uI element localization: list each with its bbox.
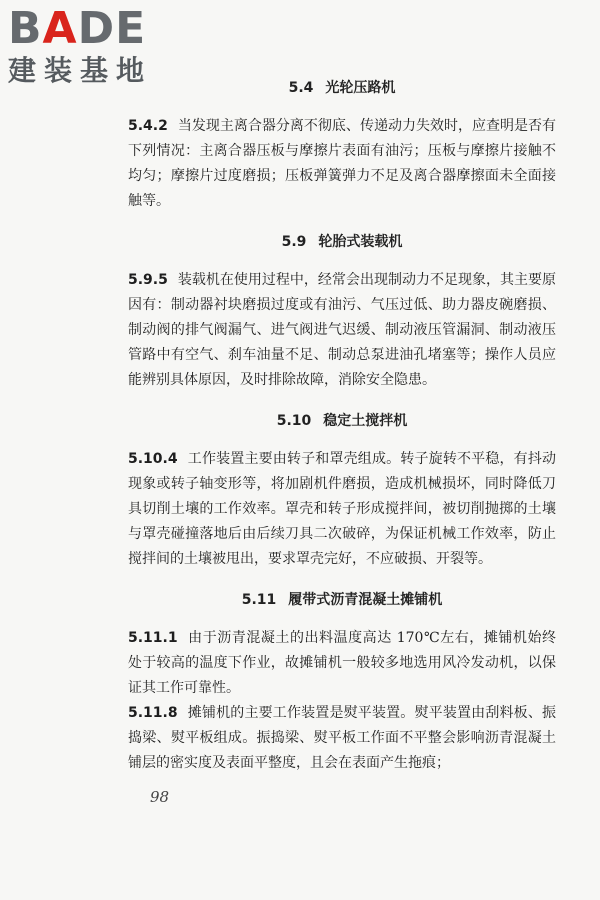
paragraph-text: 由于沥青混凝土的出料温度高达 170℃左右，摊铺机始终处于较高的温度下作业，故摊铺机一般较多地选用风冷发动机，以保证其工作可靠性。 [128,630,556,696]
page-number: 98 [150,788,170,806]
section-heading-5-10 [128,407,556,435]
paragraph-number: 5.4.2 [128,118,168,134]
section-heading-5-9 [128,228,556,256]
paragraph-number: 5.11.8 [128,705,178,721]
logo-letter-a: A [42,3,78,54]
section-title: 履带式沥青混凝土摊铺机 [288,592,443,608]
document-body [128,74,556,776]
logo-letters-de: DE [77,3,147,54]
section-heading-5-4 [128,74,556,102]
section-number: 5.9 [281,234,307,250]
paragraph-5-11-8 [128,701,556,776]
paragraph-number: 5.9.5 [128,272,168,288]
logo-subtitle: 建装基地 [8,54,153,87]
paragraph-number: 5.11.1 [128,630,178,646]
logo-wordmark [8,3,178,54]
paragraph-5-4-2 [128,114,556,214]
section-number: 5.4 [288,80,314,96]
section-title: 光轮压路机 [325,80,396,96]
section-title: 稳定土搅拌机 [323,413,408,429]
paragraph-text: 装载机在使用过程中，经常会出现制动力不足现象，其主要原因有：制动器衬块磨损过度或有油污、气压过低、助力器皮碗磨损、制动阀的排气阀漏气、进气阀进气迟缓、制动液压管漏洞、制动液压管路中有空气、刹车油量不足、制动总泵进油孔堵塞等；操作人员应能辨别具体原因，及时排除故障，消除安全隐患。 [128,272,556,388]
logo-letter-b: B [8,3,43,54]
paragraph-number: 5.10.4 [128,451,178,467]
section-heading-5-11 [128,586,556,614]
section-number: 5.10 [276,413,312,429]
paragraph-5-10-4 [128,447,556,572]
paragraph-5-9-5 [128,268,556,393]
paragraph-text: 摊铺机的主要工作装置是熨平装置。熨平装置由刮料板、振捣梁、熨平板组成。振捣梁、熨平板工作面不平整会影响沥青混凝土铺层的密实度及表面平整度，且会在表面产生拖痕； [128,705,556,771]
paragraph-text: 当发现主离合器分离不彻底、传递动力失效时，应查明是否有下列情况：主离合器压板与摩擦片表面有油污；压板与摩擦片接触不均匀；摩擦片过度磨损；压板弹簧弹力不足及离合器摩擦面未全面接触等。 [128,118,556,209]
paragraph-5-11-1 [128,626,556,701]
section-number: 5.11 [241,592,277,608]
paragraph-text: 工作装置主要由转子和罩壳组成。转子旋转不平稳，有抖动现象或转子轴变形等，将加剧机件磨损，造成机械损坏，同时降低刀具切削土壤的工作效率。罩壳和转子形成搅拌间，被切削抛掷的土壤与罩壳碰撞落地后由后续刀具二次破碎，为保证机械工作效率，防止搅拌间的土壤被甩出，要求罩壳完好，不应破损、开裂等。 [128,451,556,567]
section-title: 轮胎式装载机 [318,234,403,250]
